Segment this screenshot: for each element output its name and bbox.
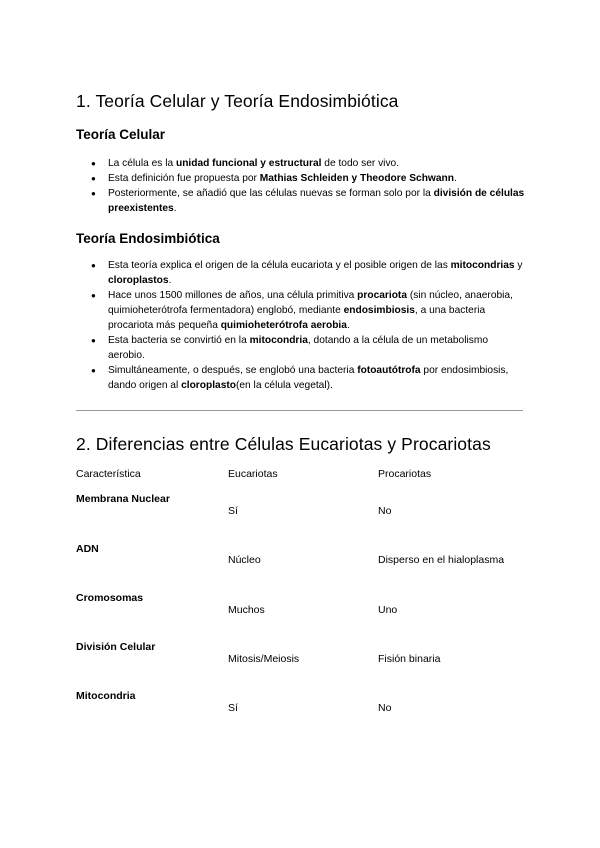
table-cell-prokaryote: Fisión binaria	[378, 653, 441, 665]
table-cell-prokaryote: No	[378, 505, 392, 517]
table-header-prokaryotes: Procariotas	[378, 468, 432, 480]
table-cell-eukaryote: Sí	[228, 505, 238, 517]
table-row-feature: Mitocondria	[76, 690, 136, 702]
table-cell-prokaryote: Disperso en el hialoplasma	[378, 554, 505, 566]
section-1-title: 1. Teoría Celular y Teoría Endosimbiótica	[76, 91, 399, 111]
list-item: ● Simultáneamente, o después, se englobó una bacteria fotoautótrofa por endosimbiosis, dando origen al cloroplasto(en la célula vegetal).	[91, 363, 527, 393]
teoria-celular-list	[91, 156, 527, 216]
list-item: ● La célula es la unidad funcional y estructural de todo ser vivo.	[91, 156, 527, 171]
list-item: ● Posteriormente, se añadió que las células nuevas se forman solo por la división de células preexistentes.	[91, 186, 527, 216]
list-item: ● Esta bacteria se convirtió en la mitocondria, dotando a la célula de un metabolismo aerobio.	[91, 333, 527, 363]
section-2-title: 2. Diferencias entre Células Eucariotas y Procariotas	[76, 434, 491, 454]
table-header-feature: Característica	[76, 468, 141, 480]
teoria-celular-heading: Teoría Celular	[76, 127, 166, 142]
table-row-feature: Cromosomas	[76, 592, 144, 604]
list-item: ● Esta definición fue propuesta por Mathias Schleiden y Theodore Schwann.	[91, 171, 527, 186]
list-item: ● Hace unos 1500 millones de años, una célula primitiva procariota (sin núcleo, anaerobia, quimioheterótrofa fermentadora) englobó, mediante endosimbiosis, a una bacteria procariota más pequeña quimioheterótrofa aerobia.	[91, 288, 527, 333]
table-row-feature: ADN	[76, 543, 99, 555]
horizontal-divider	[76, 410, 523, 411]
table-cell-eukaryote: Mitosis/Meiosis	[228, 653, 300, 665]
teoria-endosimbiotica-heading: Teoría Endosimbiótica	[76, 231, 220, 246]
table-row-feature: Membrana Nuclear	[76, 493, 170, 505]
table-cell-prokaryote: Uno	[378, 604, 398, 616]
table-cell-prokaryote: No	[378, 702, 392, 714]
table-cell-eukaryote: Muchos	[228, 604, 265, 616]
teoria-endosimbiotica-list	[91, 258, 527, 393]
table-row-feature: División Celular	[76, 641, 156, 653]
table-header-eukaryotes: Eucariotas	[228, 468, 278, 480]
list-item: ● Esta teoría explica el origen de la célula eucariota y el posible origen de las mitocondrias y cloroplastos.	[91, 258, 527, 288]
table-cell-eukaryote: Sí	[228, 702, 238, 714]
table-cell-eukaryote: Núcleo	[228, 554, 261, 566]
